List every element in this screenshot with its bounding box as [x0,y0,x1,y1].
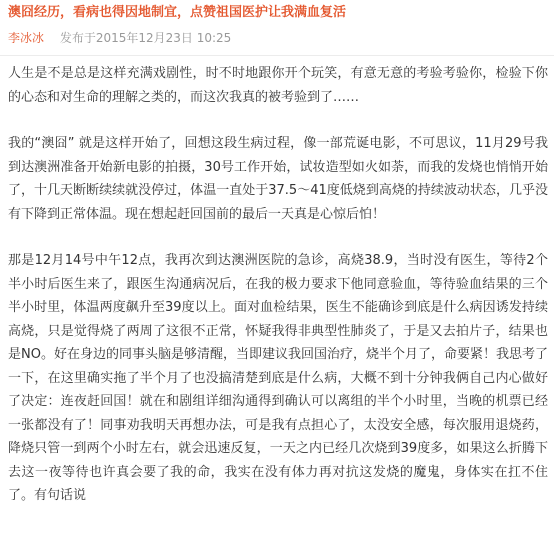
paragraph: 人生是不是总是这样充满戏剧性，时不时地跟你开个玩笑，有意无意的考验考验你，检验下你的心态和对生命的理解之类的，而这次我真的被考验到了…… [8,66,548,105]
article-meta [8,29,231,47]
paragraph: 那是12月14号中午12点，我再次到达澳洲医院的急诊，高烧38.9，当时没有医生，等待2个半小时后医生来了，跟医生沟通病况后，在我的极力要求下他同意验血，等待验血结果的三个半小时里，体温两度飙升至39度以上。面对血检结果，医生不能确诊到底是什么病因诱发持续高烧，只是觉得烧了两周了这很不正常，怀疑我得非典型性肺炎了，于是又去拍片子，结果也是NO。好在身边的同事头脑是够清醒，当即建议我回国治疗，烧半个月了，命要紧！我思考了一下，在这里确实拖了半个月了也没搞清楚到底是什么病，大概不到十分钟我俩自己内心做好了决定：连夜赶回国！就在和剧组详细沟通得到确认可以离组的半个小时里，当晚的机票已经一张都没有了！同事劝我明天再想办法，可是我有点担心了，太没安全感，每次服用退烧药，降烧只管一到两个小时左右，就会迅速反复，一天之内已经几次烧到39度多，如果这么折腾下去这一夜等待也许真会要了我的命，我实在没有体力再对抗这发烧的魔鬼，身体实在扛不住了。有句话说 [8,253,548,503]
publish-date: 发布于2015年12月23日 10:25 [59,31,232,45]
author-link[interactable]: 李冰冰 [8,31,45,45]
paragraph: 我的“澳囧” 就是这样开始了，回想这段生病过程，像一部荒诞电影，不可思议，11月29号我到达澳洲准备开始新电影的拍摄，30号工作开始，试妆造型如火如荼，而我的发烧也悄悄开始了，十几天断断续续就没停过，体温一直处于37.5～41度低烧到高烧的持续波动状态，几乎没有下降到正常体温。现在想起赶回国前的最后一天真是心惊后怕！ [8,136,548,222]
article-body [8,62,548,508]
article-title: 澳囧经历，看病也得因地制宜，点赞祖国医护让我满血复活 [8,5,347,20]
divider [0,55,554,56]
